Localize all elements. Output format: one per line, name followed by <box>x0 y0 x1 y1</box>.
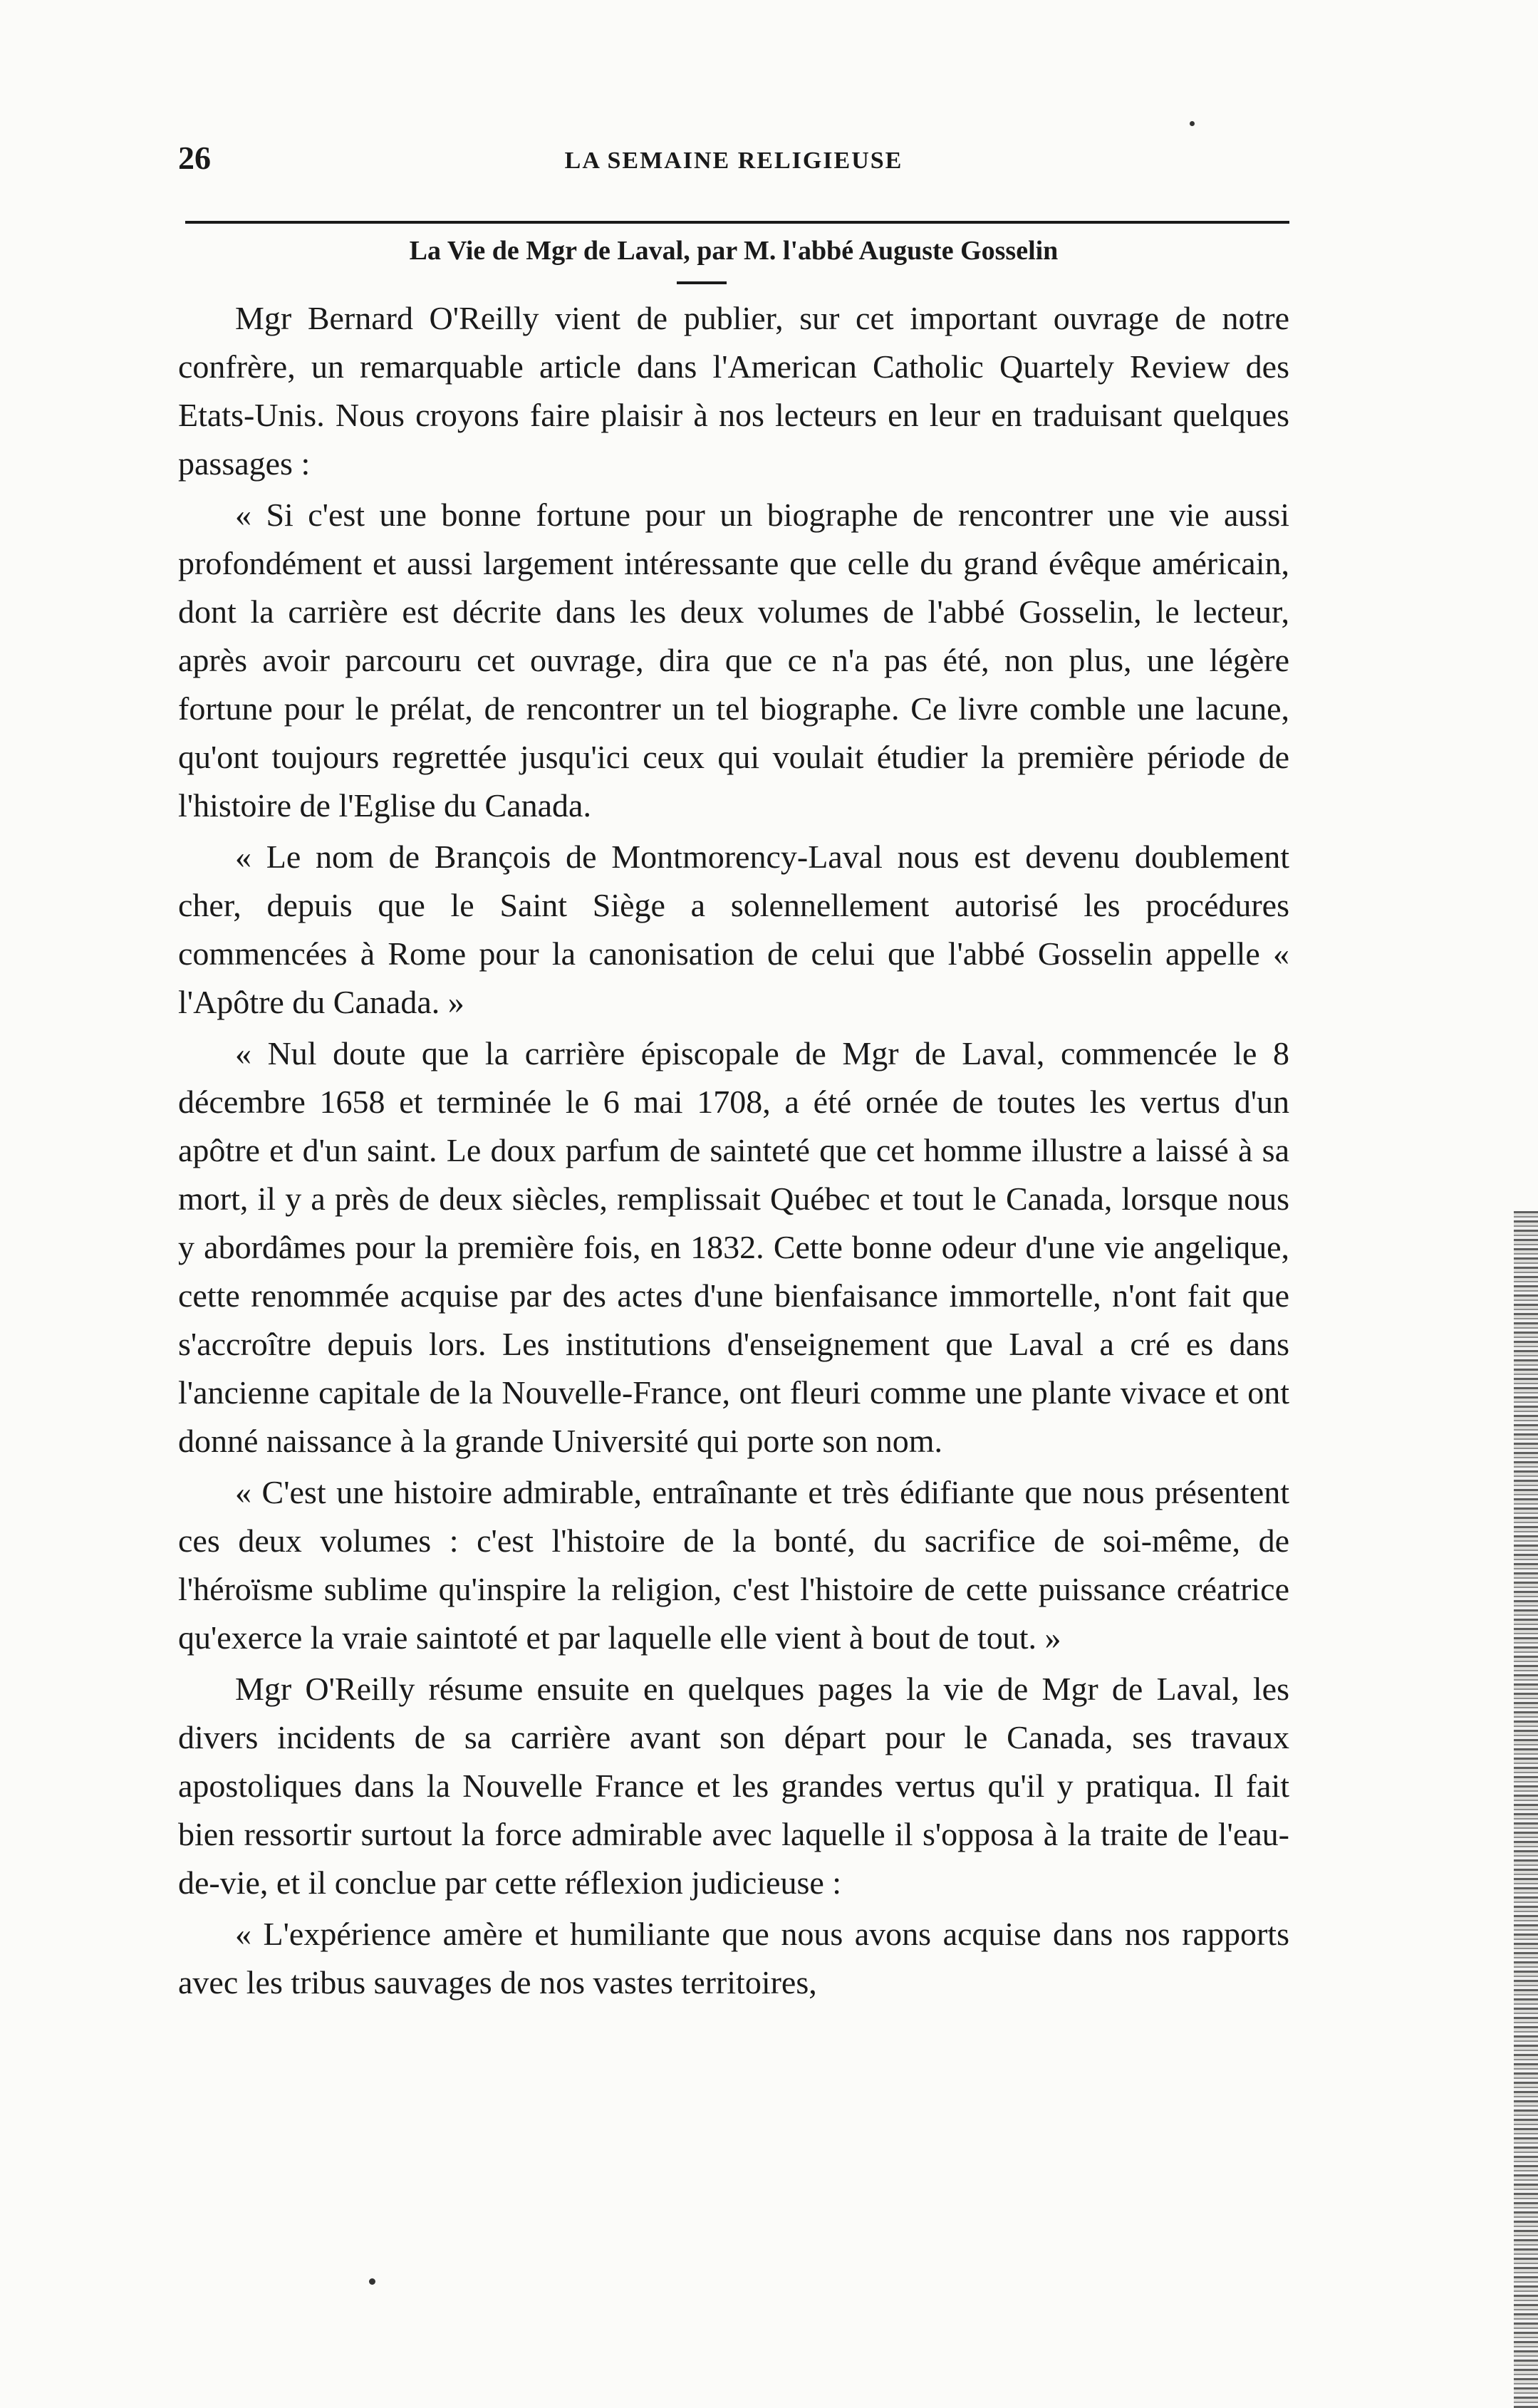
paragraph: « L'expérience amère et humiliante que nous avons acquise dans nos rapports avec les tribus sauvages de nos vastes territoires, <box>178 1916 1289 2000</box>
paragraph: « Le nom de Brançois de Montmorency-Laval nous est devenu doublement cher, depuis que le Saint Siège a solennellement autorisé les procédures commencées à Rome pour la canonisation de celui que l'abbé Gosselin appelle « l'Apôtre du Canada. » <box>178 839 1289 1020</box>
title-dash <box>677 281 727 284</box>
page-number: 26 <box>178 140 211 176</box>
paragraph: « Nul doute que la carrière épiscopale de Mgr de Laval, commencée le 8 décembre 1658 et terminée le 6 mai 1708, a été ornée de toutes les vertus d'un apôtre et d'un saint. Le doux parfum de sainteté que cet homme illustre a laissé à sa mort, il y a près de deux siècles, remplissait Québec et tout le Canada, lorsque nous y abordâmes pour la première fois, en 1832. Cette bonne odeur d'une vie angelique, cette renommée acquise par des actes d'une bienfaisance immortelle, n'ont fait que s'accroître depuis lors. Les institutions d'enseignement que Laval a cré es dans l'ancienne capitale de la Nouvelle-France, ont fleuri comme une plante vivace et ont donné naissance à la grande Université qui porte son nom. <box>178 1035 1289 1459</box>
paragraph: « C'est une histoire admirable, entraînante et très édifiante que nous présentent ces deux volumes : c'est l'histoire de la bonté, du sacrifice de soi-même, de l'héroïsme sublime qu'inspire la religion, c'est l'histoire de cette puissance créatrice qu'exerce la vraie saintoté et par laquelle elle vient à bout de tout. » <box>178 1474 1289 1656</box>
header-rule <box>185 221 1289 224</box>
document-page <box>178 139 1289 2000</box>
paragraph: Mgr Bernard O'Reilly vient de publier, sur cet important ouvrage de notre confrère, un remarquable article dans l'American Catholic Quartely Review des Etats-Unis. Nous croyons faire plaisir à nos lecteurs en leur en traduisant quelques passages : <box>178 300 1289 482</box>
article-title: La Vie de Mgr de Laval, par M. l'abbé Auguste Gosselin <box>409 236 1059 266</box>
paragraph: « Si c'est une bonne fortune pour un biographe de rencontrer une vie aussi profondément et aussi largement intéressante que celle du grand évêque américain, dont la carrière est décrite dans les deux volumes de l'abbé Gosselin, le lecteur, après avoir parcouru cet ouvrage, dira que ce n'a pas été, non plus, une légère fortune pour le prélat, de rencontrer un tel biographe. Ce livre comble une lacune, qu'ont toujours regrettée jusqu'ici ceux qui voulait étudier la première période de l'histoire de l'Eglise du Canada. <box>178 497 1289 824</box>
article-body <box>178 294 1289 2010</box>
scan-edge <box>1514 1211 1538 2408</box>
print-speck <box>369 2278 375 2285</box>
running-head: LA SEMAINE RELIGIEUSE <box>564 147 903 174</box>
print-speck <box>1190 121 1195 126</box>
paragraph: Mgr O'Reilly résume ensuite en quelques pages la vie de Mgr de Laval, les divers incidents de sa carrière avant son départ pour le Canada, ses travaux apostoliques dans la Nouvelle France et les grandes vertus qu'il y pratiqua. Il fait bien ressortir surtout la force admirable avec laquelle il s'opposa à la traite de l'eau-de-vie, et il conclue par cette réflexion judicieuse : <box>178 1671 1289 1901</box>
page-header <box>178 139 1289 196</box>
